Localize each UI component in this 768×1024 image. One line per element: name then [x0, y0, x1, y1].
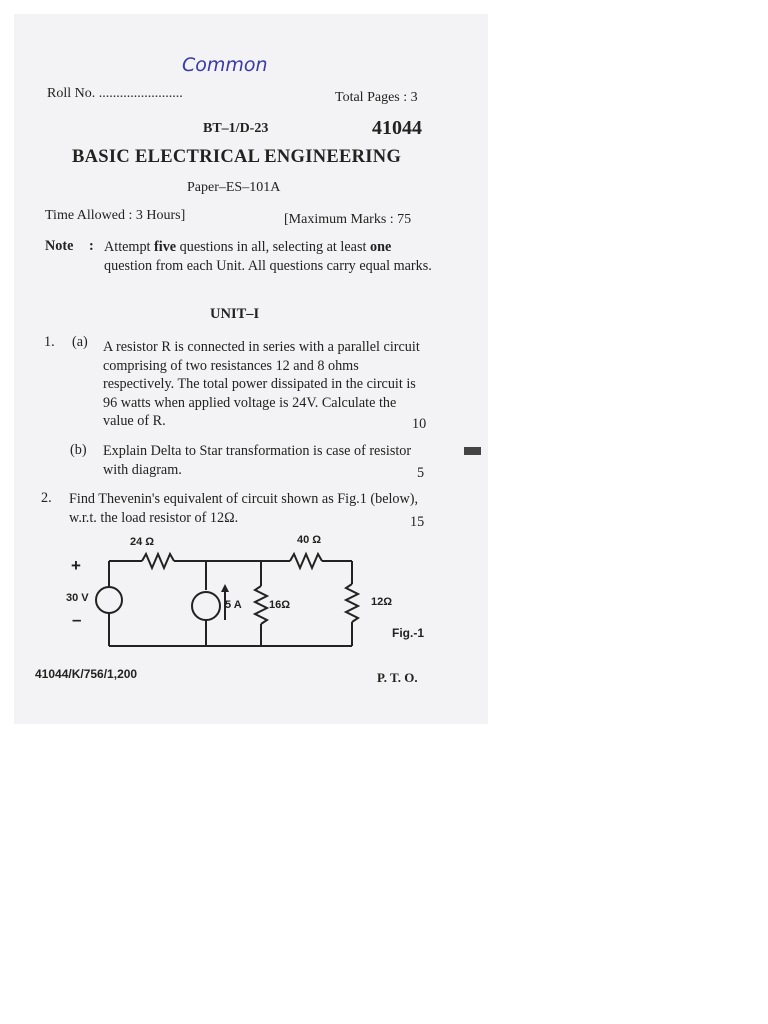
question-1-number: 1.	[44, 334, 55, 350]
unit-heading: UNIT–I	[210, 306, 260, 322]
question-2-text: Find Thevenin's equivalent of circuit shown as Fig.1 (below), w.r.t. the load resistor of 12Ω.	[69, 491, 419, 526]
plus-sign: +	[71, 556, 81, 575]
roll-number: Roll No. ........................	[47, 86, 183, 101]
page-turn-over: P. T. O.	[377, 670, 418, 685]
question-1b-marks: 5	[417, 465, 425, 481]
note-five: five	[154, 239, 177, 255]
note-label: Note	[45, 238, 74, 254]
total-pages: Total Pages : 3	[335, 90, 418, 105]
footer-code: 41044/K/756/1,200	[35, 667, 138, 681]
course-code: BT–1/D-23	[203, 121, 269, 136]
paper-code: Paper–ES–101A	[187, 180, 281, 195]
question-1a-text: A resistor R is connected in series with a parallel circuit comprising of two resistances 12 and 8 ohms respectively. The total power dissipated in the circuit is 96 watts when applied voltage is 24V. Calculate the value of R.	[103, 339, 420, 430]
voltage-source-label: 30 V	[66, 592, 89, 604]
handwritten-note: Common	[182, 54, 268, 76]
question-1a-marks: 10	[412, 416, 427, 432]
resistor-24-label: 24 Ω	[130, 536, 155, 548]
resistor-12-label: 12Ω	[371, 596, 393, 608]
note-one: one	[369, 239, 392, 255]
minus-sign: –	[72, 610, 82, 629]
note-text-end: question from each Unit. All questions carry equal marks.	[104, 257, 432, 274]
question-1b-label: (b)	[70, 442, 87, 458]
resistor-40-label: 40 Ω	[297, 534, 322, 546]
resistor-16-label: 16Ω	[269, 599, 291, 611]
time-allowed: Time Allowed : 3 Hours]	[45, 208, 186, 223]
scan-mark	[464, 447, 481, 455]
note-text-middle: questions in all, selecting at least	[176, 239, 370, 255]
question-2-marks: 15	[410, 514, 425, 530]
maximum-marks: [Maximum Marks : 75	[284, 212, 412, 227]
question-2-number: 2.	[41, 490, 52, 506]
question-1b-text: Explain Delta to Star transformation is case of resistor with diagram.	[103, 443, 412, 478]
paper-number: 41044	[372, 117, 422, 139]
current-source-label: 5 A	[225, 599, 242, 611]
note-colon: :	[89, 238, 94, 254]
question-1a-label: (a)	[72, 334, 88, 350]
note-text	[104, 238, 434, 275]
note-text-start: Attempt	[104, 239, 155, 255]
figure-caption: Fig.-1	[392, 626, 424, 640]
subject-title: BASIC ELECTRICAL ENGINEERING	[72, 147, 402, 167]
